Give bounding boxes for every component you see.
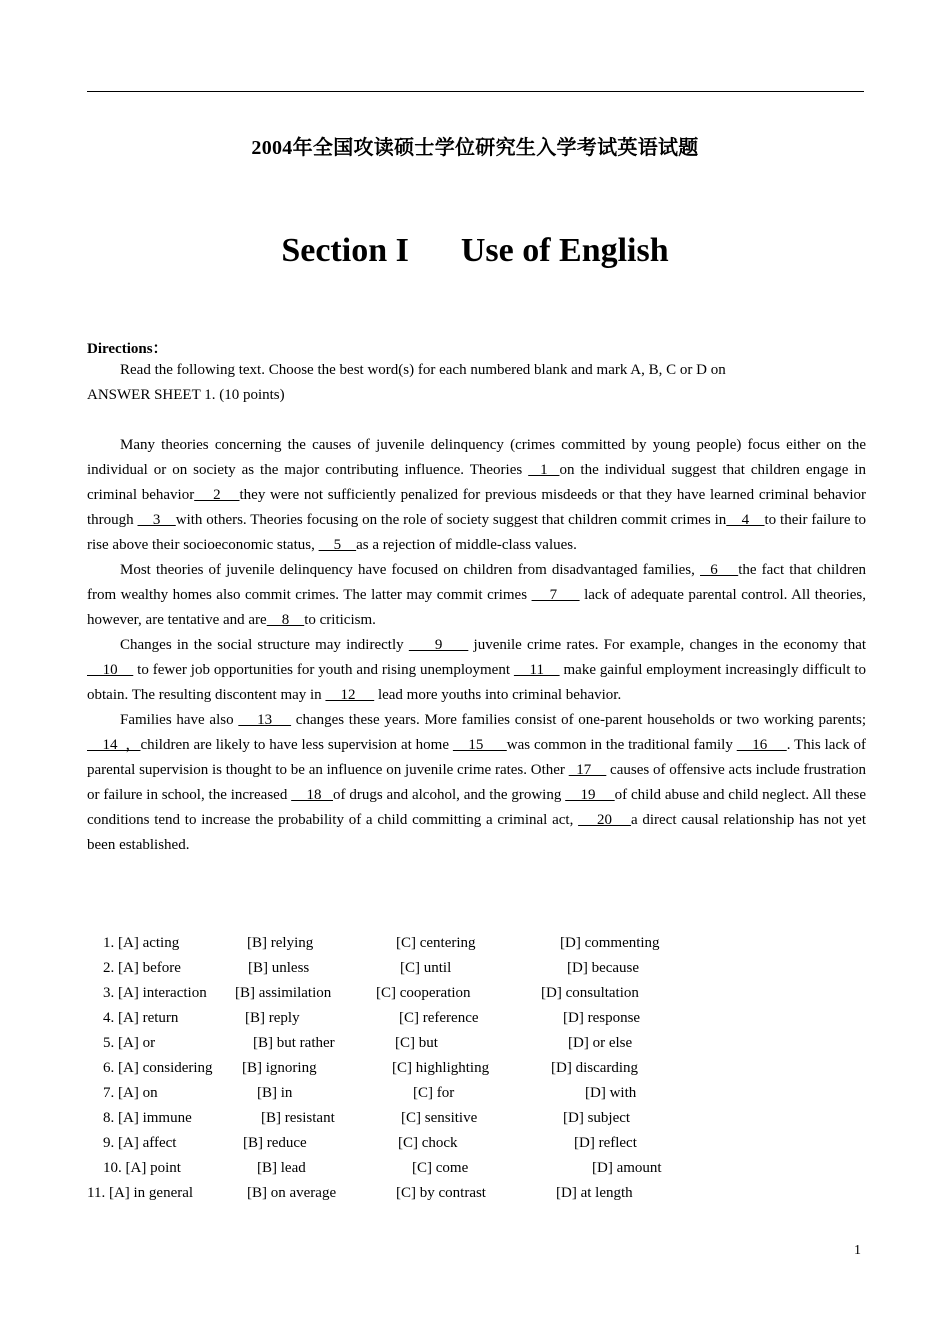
blank-18: 18	[291, 787, 333, 803]
cloze-passage	[87, 433, 866, 858]
option-d: [D] or else	[568, 1035, 633, 1051]
option-c: [C] by contrast	[396, 1185, 486, 1201]
blank-3: 3	[137, 512, 176, 528]
passage-text: to criticism.	[304, 612, 376, 628]
option-d: [D] at length	[556, 1185, 633, 1201]
directions-label: Directions：	[87, 341, 168, 357]
option-a: 1. [A] acting	[103, 935, 180, 951]
page-number: 1	[854, 1243, 861, 1258]
blank-10: 10	[87, 662, 134, 678]
option-c: [C] sensitive	[401, 1110, 478, 1126]
passage-text: Changes in the social structure may indirectly	[120, 637, 409, 653]
option-d: [D] reflect	[574, 1135, 637, 1151]
option-b: [B] on average	[247, 1185, 337, 1201]
option-d: [D] consultation	[541, 985, 639, 1001]
paragraph-3	[87, 633, 866, 708]
option-b: [B] ignoring	[242, 1060, 317, 1076]
directions-line-1: Read the following text. Choose the best word(s) for each numbered blank and mark A, B, C or D on	[120, 362, 726, 378]
option-b: [B] relying	[247, 935, 314, 951]
option-b: [B] resistant	[261, 1110, 335, 1126]
blank-14: 14 ，	[87, 737, 141, 753]
option-d: [D] with	[585, 1085, 637, 1101]
blank-8: 8	[266, 612, 305, 628]
blank-6: 6	[700, 562, 739, 578]
option-c: [C] come	[412, 1160, 469, 1176]
blank-20: 20	[578, 812, 631, 828]
blank-12: 12	[325, 687, 375, 703]
option-d: [D] commenting	[560, 935, 660, 951]
option-c: [C] centering	[396, 935, 476, 951]
option-a: 11. [A] in general	[87, 1185, 194, 1201]
option-b: [B] unless	[248, 960, 310, 976]
option-a: 4. [A] return	[103, 1010, 179, 1026]
passage-text: they were not sufficiently penalized for previous misdeeds or that they have learned criminal behavior through	[87, 487, 866, 528]
passage-text: on the individual suggest that children engage in criminal behavior	[87, 462, 867, 503]
paragraph-4	[87, 708, 866, 858]
blank-13: 13	[238, 712, 292, 728]
section-name: Section I	[281, 232, 409, 269]
section-title	[0, 232, 950, 270]
blank-2: 2	[194, 487, 240, 503]
passage-text: make gainful employment increasingly difficult to obtain. The resulting discontent may in	[87, 662, 867, 703]
passage-text: a direct causal relationship has not yet been established.	[87, 812, 867, 853]
passage-text: lack of adequate parental control. All theories, however, are tentative and are	[87, 587, 867, 628]
option-c: [C] highlighting	[392, 1060, 490, 1076]
blank-9: 9	[408, 637, 469, 653]
directions-line-2: ANSWER SHEET 1. (10 points)	[87, 387, 285, 403]
option-a: 6. [A] considering	[103, 1060, 213, 1076]
header-rule	[87, 91, 864, 92]
blank-7: 7	[531, 587, 580, 603]
option-d: [D] response	[563, 1010, 641, 1026]
blank-15: 15	[452, 737, 507, 753]
paragraph-1	[87, 433, 866, 558]
option-c: [C] chock	[398, 1135, 458, 1151]
passage-text: was common in the traditional family	[506, 737, 737, 753]
option-a: 9. [A] affect	[103, 1135, 177, 1151]
option-b: [B] in	[257, 1085, 293, 1101]
passage-text: of drugs and alcohol, and the growing	[333, 787, 566, 803]
passage-text: lead more youths into criminal behavior.	[374, 687, 622, 703]
option-b: [B] reduce	[243, 1135, 307, 1151]
passage-text: Families have also	[120, 712, 239, 728]
option-d: [D] amount	[592, 1160, 662, 1176]
exam-title: 2004年全国攻读硕士学位研究生入学考试英语试题	[251, 137, 699, 159]
option-c: [C] but	[395, 1035, 438, 1051]
passage-text: to their failure to rise above their socioeconomic status,	[87, 512, 867, 553]
blank-17: 17	[568, 762, 607, 778]
option-c: [C] reference	[399, 1010, 479, 1026]
option-b: [B] reply	[245, 1010, 300, 1026]
option-a: 8. [A] immune	[103, 1110, 192, 1126]
blank-5: 5	[318, 537, 357, 553]
option-d: [D] subject	[563, 1110, 631, 1126]
passage-text: the fact that children from wealthy homes also commit crimes. The latter may commit crimes	[87, 562, 866, 603]
passage-text: causes of offensive acts include frustration or failure in school, the increased	[87, 762, 867, 803]
option-c: [C] for	[413, 1085, 455, 1101]
option-b: [B] lead	[257, 1160, 306, 1176]
blank-4: 4	[726, 512, 765, 528]
option-d: [D] discarding	[551, 1060, 639, 1076]
option-d: [D] because	[567, 960, 640, 976]
passage-text: Many theories concerning the causes of juvenile delinquency (crimes committed by young people) focus either on the individual or on society as the major contributing influence. Theories	[87, 437, 866, 478]
blank-16: 16	[736, 737, 787, 753]
option-a: 10. [A] point	[103, 1160, 181, 1176]
blank-1: 1	[528, 462, 560, 478]
blank-19: 19	[565, 787, 615, 803]
passage-text: changes these years. More families consist of one-parent households or two working parents;	[291, 712, 867, 728]
passage-text: to fewer job opportunities for youth and rising unemployment	[133, 662, 514, 678]
option-b: [B] but rather	[253, 1035, 335, 1051]
passage-text: children are likely to have less supervision at home	[140, 737, 453, 753]
passage-text: juvenile crime rates. For example, changes in the economy that	[468, 637, 867, 653]
passage-text: . This lack of parental supervision is thought to be an influence on juvenile crime rates. Other	[87, 737, 867, 778]
passage-text: of child abuse and child neglect. All these conditions tend to increase the probability of a child committing a criminal act,	[87, 787, 867, 828]
directions-text	[87, 358, 866, 408]
option-a: 7. [A] on	[103, 1085, 158, 1101]
paragraph-2	[87, 558, 866, 633]
section-subtitle: Use of English	[460, 232, 669, 269]
passage-text: Most theories of juvenile delinquency have focused on children from disadvantaged families,	[120, 562, 700, 578]
passage-text: with others. Theories focusing on the role of society suggest that children commit crimes in	[175, 512, 727, 528]
option-c: [C] until	[400, 960, 452, 976]
blank-11: 11	[513, 662, 560, 678]
passage-text: as a rejection of middle-class values.	[356, 537, 577, 553]
option-a: 3. [A] interaction	[103, 985, 207, 1001]
option-a: 5. [A] or	[103, 1035, 156, 1051]
option-c: [C] cooperation	[376, 985, 471, 1001]
option-a: 2. [A] before	[103, 960, 181, 976]
option-b: [B] assimilation	[235, 985, 332, 1001]
